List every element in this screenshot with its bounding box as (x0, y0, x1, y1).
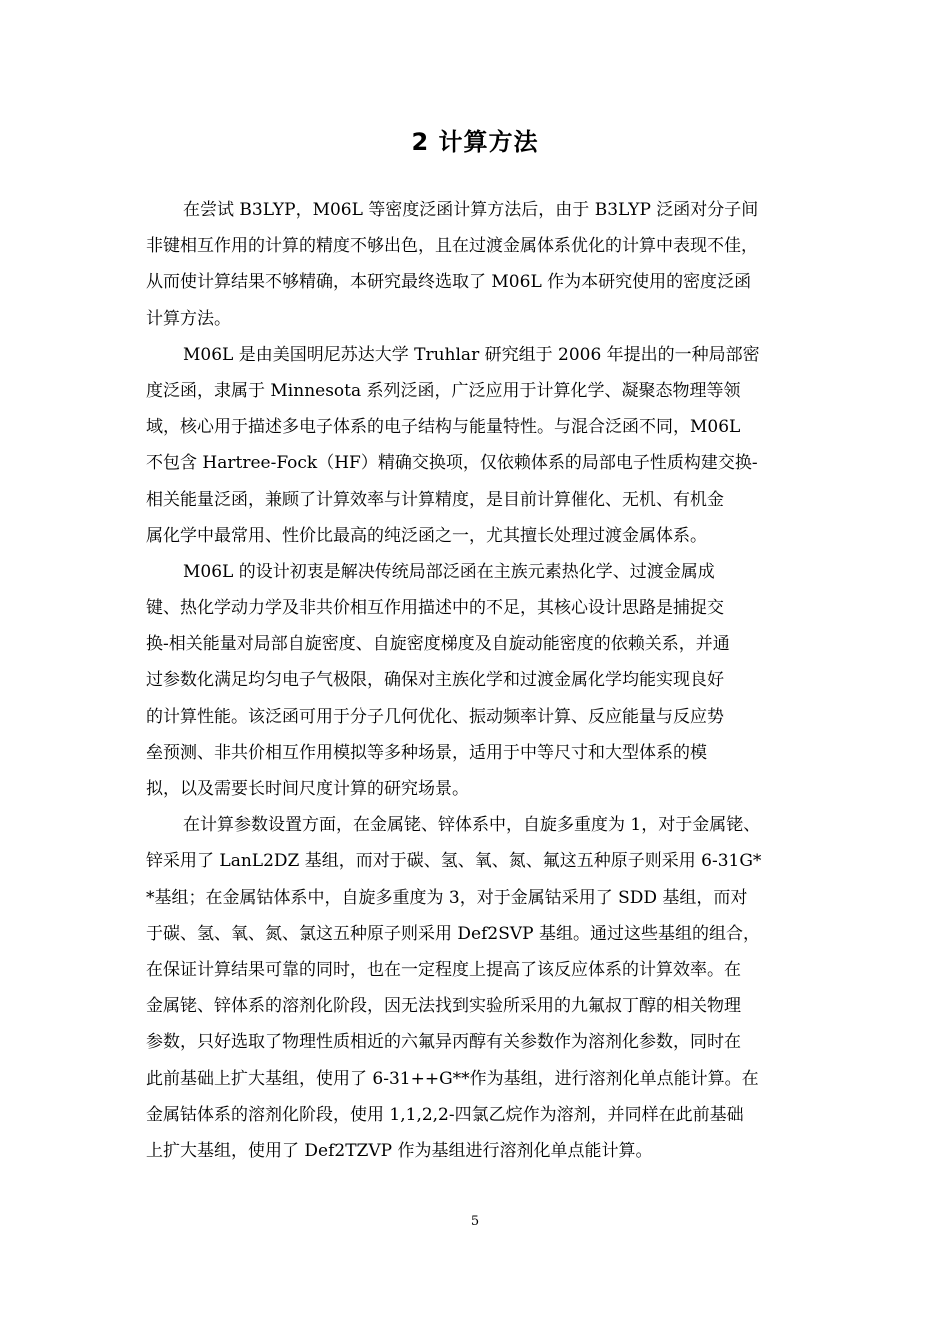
text-line: 属化学中最常用、性价比最高的纯泛函之一，尤其擅长处理过渡金属体系。 (146, 525, 707, 546)
text-line: 计算方法。 (146, 308, 231, 329)
paragraph (146, 337, 814, 554)
text-line: M06L 的设计初衷是解决传统局部泛函在主族元素热化学、过渡金属成 (183, 561, 715, 582)
text-line: 键、热化学动力学及非共价相互作用描述中的不足，其核心设计思路是捕捉交 (146, 598, 724, 619)
text-line: 度泛函，隶属于 Minnesota 系列泛函，广泛应用于计算化学、凝聚态物理等领 (146, 380, 741, 401)
paragraph (146, 807, 814, 1169)
body-text (146, 192, 814, 1169)
text-line: M06L 是由美国明尼苏达大学 Truhlar 研究组于 2006 年提出的一种局部密 (183, 344, 760, 365)
text-line: 在尝试 B3LYP，M06L 等密度泛函计算方法后，由于 B3LYP 泛函对分子间 (183, 200, 759, 220)
text-line: 参数，只好选取了物理性质相近的六氟异丙醇有关参数作为溶剂化参数，同时在 (146, 1032, 741, 1053)
text-line: 在保证计算结果可靠的同时，也在一定程度上提高了该反应体系的计算效率。在 (146, 959, 741, 980)
text-line: 此前基础上扩大基组，使用了 6-31++G**作为基组，进行溶剂化单点能计算。在 (146, 1068, 759, 1089)
text-line: 的计算性能。该泛函可用于分子几何优化、振动频率计算、反应能量与反应势 (146, 706, 724, 727)
text-line: 拟，以及需要长时间尺度计算的研究场景。 (146, 779, 469, 799)
page-number: 5 (470, 1214, 480, 1229)
text-line: 域，核心用于描述多电子体系的电子结构与能量特性。与混合泛函不同，M06L (146, 417, 741, 438)
text-line: 不包含 Hartree-Fock（HF）精确交换项，仅依赖体系的局部电子性质构建交换- (146, 453, 758, 474)
text-line: 于碳、氢、氧、氮、氯这五种原子则采用 Def2SVP 基组。通过这些基组的组合， (146, 923, 760, 944)
text-line: 过参数化满足均匀电子气极限，确保对主族化学和过渡金属化学均能实现良好 (146, 670, 724, 691)
section-heading: 2 计算方法 (411, 128, 539, 156)
text-line: *基组；在金属钴体系中，自旋多重度为 3，对于金属钴采用了 SDD 基组，而对 (146, 887, 748, 908)
text-line: 换-相关能量对局部自旋密度、自旋密度梯度及自旋动能密度的依赖关系，并通 (146, 634, 730, 655)
text-line: 上扩大基组，使用了 Def2TZVP 作为基组进行溶剂化单点能计算。 (146, 1140, 653, 1161)
text-line: 相关能量泛函，兼顾了计算效率与计算精度，是目前计算催化、无机、有机金 (146, 489, 724, 510)
paragraph (146, 192, 814, 337)
text-line: 金属铑、锌体系的溶剂化阶段，因无法找到实验所采用的九氟叔丁醇的相关物理 (146, 996, 741, 1017)
text-line: 非键相互作用的计算的精度不够出色，且在过渡金属体系优化的计算中表现不佳， (146, 236, 758, 257)
text-line: 金属钴体系的溶剂化阶段，使用 1,1,2,2-四氯乙烷作为溶剂，并同样在此前基础 (146, 1104, 744, 1125)
text-line: 在计算参数设置方面，在金属铑、锌体系中，自旋多重度为 1，对于金属铑、 (183, 815, 761, 836)
paragraph (146, 554, 814, 807)
text-line: 从而使计算结果不够精确，本研究最终选取了 M06L 作为本研究使用的密度泛函 (146, 272, 752, 293)
text-line: 垒预测、非共价相互作用模拟等多种场景，适用于中等尺寸和大型体系的模 (146, 742, 707, 763)
text-line: 锌采用了 LanL2DZ 基组，而对于碳、氢、氧、氮、氟这五种原子则采用 6-31G* (146, 851, 762, 872)
